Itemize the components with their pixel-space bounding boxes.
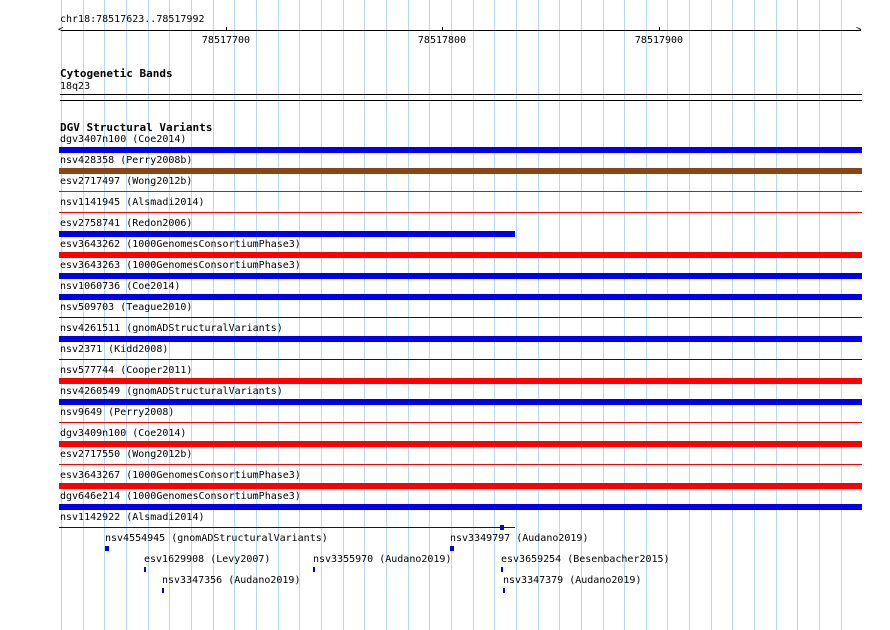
feature-bar[interactable] bbox=[59, 147, 862, 153]
feature-bar[interactable] bbox=[59, 191, 862, 192]
feature-label[interactable]: dgv3407n100 (Coe2014) bbox=[60, 134, 187, 145]
feature-label[interactable]: esv3643267 (1000GenomesConsortiumPhase3) bbox=[60, 470, 301, 481]
ruler-right-arrow-icon: > bbox=[856, 25, 862, 35]
feature-bar[interactable] bbox=[59, 336, 862, 342]
feature-bar[interactable] bbox=[59, 483, 862, 489]
feature-label[interactable]: esv3643262 (1000GenomesConsortiumPhase3) bbox=[60, 239, 301, 250]
cytoband-band[interactable] bbox=[60, 94, 862, 95]
feature-label[interactable]: nsv428358 (Perry2008b) bbox=[60, 155, 193, 166]
feature-bar[interactable] bbox=[59, 378, 862, 384]
ruler-tick bbox=[226, 27, 227, 31]
ruler-axis[interactable] bbox=[61, 30, 861, 31]
feature-bar[interactable] bbox=[59, 399, 862, 405]
cytoband-label[interactable]: 18q23 bbox=[60, 81, 91, 92]
feature-label[interactable]: nsv4554945 (gnomADStructuralVariants) bbox=[105, 533, 328, 544]
feature-bar[interactable] bbox=[59, 168, 862, 174]
feature-mark[interactable] bbox=[501, 567, 503, 572]
feature-bar[interactable] bbox=[59, 212, 862, 213]
feature-label[interactable]: nsv509703 (Teague2010) bbox=[60, 302, 193, 313]
feature-bar[interactable] bbox=[59, 252, 862, 258]
feature-bar[interactable] bbox=[59, 317, 862, 318]
feature-bar[interactable] bbox=[59, 464, 862, 465]
ruler-tick bbox=[442, 27, 443, 31]
feature-mark[interactable] bbox=[313, 567, 315, 572]
feature-label[interactable]: nsv1060736 (Coe2014) bbox=[60, 281, 181, 292]
feature-label[interactable]: esv2758741 (Redon2006) bbox=[60, 218, 193, 229]
ruler-left-arrow-icon: < bbox=[58, 25, 64, 35]
ruler-tick bbox=[659, 27, 660, 31]
feature-label[interactable]: esv3659254 (Besenbacher2015) bbox=[501, 554, 670, 565]
feature-mark[interactable] bbox=[503, 588, 505, 593]
feature-label[interactable]: nsv1141945 (Alsmadi2014) bbox=[60, 197, 205, 208]
feature-label[interactable]: nsv4261511 (gnomADStructuralVariants) bbox=[60, 323, 283, 334]
feature-bar[interactable] bbox=[59, 441, 862, 447]
feature-label[interactable]: nsv3349797 (Audano2019) bbox=[450, 533, 589, 544]
feature-label[interactable]: nsv3347356 (Audano2019) bbox=[162, 575, 301, 586]
feature-label[interactable]: nsv9649 (Perry2008) bbox=[60, 407, 175, 418]
feature-bar[interactable] bbox=[59, 422, 862, 423]
feature-label[interactable]: esv3643263 (1000GenomesConsortiumPhase3) bbox=[60, 260, 301, 271]
feature-mark[interactable] bbox=[162, 588, 164, 593]
feature-mark[interactable] bbox=[450, 546, 454, 551]
cytoband-track-title: Cytogenetic Bands bbox=[60, 67, 173, 80]
feature-bar[interactable] bbox=[59, 527, 515, 528]
feature-mark[interactable] bbox=[105, 546, 109, 551]
ruler-tick-label: 78517900 bbox=[634, 35, 684, 46]
dgv-track-title: DGV Structural Variants bbox=[60, 121, 213, 134]
ruler-tick-label: 78517700 bbox=[201, 35, 251, 46]
feature-label[interactable]: nsv4260549 (gnomADStructuralVariants) bbox=[60, 386, 283, 397]
ruler-tick-label: 78517800 bbox=[417, 35, 467, 46]
feature-label[interactable]: dgv3409n100 (Coe2014) bbox=[60, 428, 187, 439]
feature-end-mark[interactable] bbox=[500, 525, 504, 530]
feature-label[interactable]: esv2717550 (Wong2012b) bbox=[60, 449, 193, 460]
feature-label[interactable]: esv1629908 (Levy2007) bbox=[144, 554, 271, 565]
track-separator bbox=[60, 100, 862, 101]
feature-mark[interactable] bbox=[144, 567, 146, 572]
ruler-range-label: chr18:78517623..78517992 bbox=[60, 14, 205, 25]
feature-bar[interactable] bbox=[59, 294, 862, 300]
feature-label[interactable]: nsv3347379 (Audano2019) bbox=[503, 575, 642, 586]
feature-label[interactable]: nsv3355970 (Audano2019) bbox=[313, 554, 452, 565]
feature-bar[interactable] bbox=[59, 359, 862, 360]
feature-label[interactable]: esv2717497 (Wong2012b) bbox=[60, 176, 193, 187]
feature-bar[interactable] bbox=[59, 504, 862, 510]
feature-label[interactable]: nsv2371 (Kidd2008) bbox=[60, 344, 169, 355]
feature-bar[interactable] bbox=[59, 273, 862, 279]
feature-label[interactable]: dgv646e214 (1000GenomesConsortiumPhase3) bbox=[60, 491, 301, 502]
feature-label[interactable]: nsv1142922 (Alsmadi2014) bbox=[60, 512, 205, 523]
feature-label[interactable]: nsv577744 (Cooper2011) bbox=[60, 365, 193, 376]
feature-bar[interactable] bbox=[59, 231, 515, 237]
